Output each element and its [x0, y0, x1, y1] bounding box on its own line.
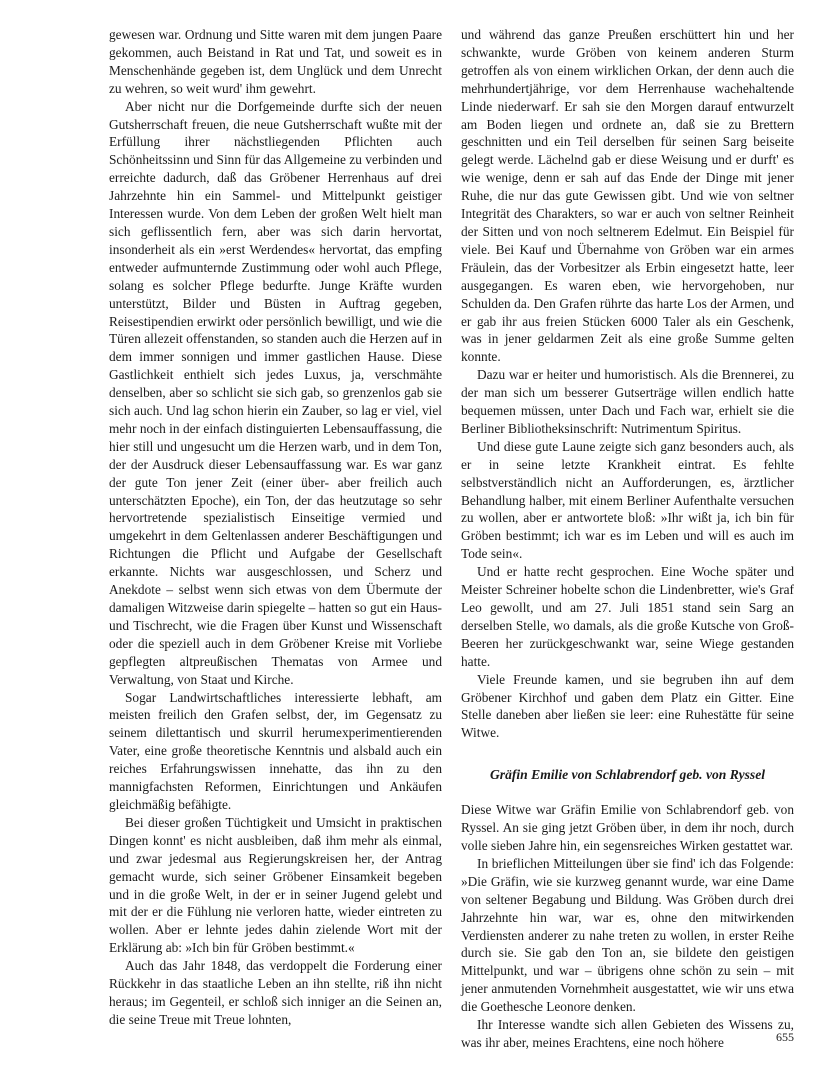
paragraph: Bei dieser großen Tüchtigkeit und Umsicht in praktischen Dingen konnt' es nicht ausbleiben, daß ihm mehr als einmal, und zwar jedesmal aus Regierungskreisen her, der Antrag gemacht wurde, sich seiner Gröbener Einsamkeit begeben und in die große Welt, in der er in seiner Jugend gelebt und mit der er die Fühlung nie verloren hatte, wieder eintreten zu wollen. Aber er lehnte jedes dahin zielende Wort mit der Erklärung ab: »Ich bin für Gröben bestimmt.«	[109, 814, 442, 956]
page-number: 655	[776, 1030, 794, 1044]
paragraph: Sogar Landwirtschaftliches interessierte lebhaft, am meisten freilich den Grafen selbst, der, im Gegensatz zu seinem dilettantisch und skurril herumexperimentierenden Vater, eine große theoretische Kenntnis und alsbald auch ein reiches Erfahrungswissen innehatte, das ihn zu den mannigfachsten Reformen, Einrichtungen und Ankäufen gleichmäßig befähigte.	[109, 689, 442, 812]
section-heading: Gräfin Emilie von Schlabrendorf geb. von Ryssel	[489, 767, 766, 783]
paragraph: Dazu war er heiter und humoristisch. Als die Brennerei, zu der man sich um besserer Gutserträge willen endlich hatte bequemen müssen, unter Dach und Fach war, erhielt sie die Berliner Bibliotheksinschrift: Nutrimentum Spiritus.	[461, 367, 794, 436]
paragraph: Viele Freunde kamen, und sie begruben ihn auf dem Gröbener Kirchhof und gaben dem Platz ein Gitter. Eine Stelle daneben aber ließen sie leer: eine Ruhestätte für seine Witwe.	[461, 671, 794, 741]
paragraph: Auch das Jahr 1848, das verdoppelt die Forderung einer Rückkehr in das staatliche Leben an ihn stellte, riß ihn nicht heraus; im Gegenteil, er schloß sich inniger an die Seinen an, die seine Treue mit Treue lohnten,	[109, 958, 442, 1027]
paragraph: und während das ganze Preußen erschüttert hin und her schwankte, wurde Gröben von keinem anderen Sturm getroffen als von einem wirklichen Orkan, der denn auch die mehrhundertjährige, vor dem Herrenhause wachehaltende Linde niederwarf. Er sah sie den Morgen darauf entwurzelt am Boden liegen und ordnete an, daß sie zu Brettern geschnitten und ein Teil derselben für seinen Sarg beiseite gelegt werde. Lächelnd gab er diese Weisung und er durft' es wie wenige, denn er sah auf das Ende der Dinge mit jener Ruhe, die nur das gute Gewissen gibt. Und wie von seltner Integrität des Charakters, so war er auch von seltner Reinheit der Sitten und von noch seltnerem Edelmut. Ein Beispiel für viele. Bei Kauf und Übernahme von Gröben war ein armes Fräulein, das der Vorbesitzer als Erbin eingesetzt hatte, leer ausgegangen. Es waren eben, wie hervorgehoben, nur Schulden da. Den Grafen rührte das harte Los der Armen, und er gab ihr aus freien Stücken 6000 Taler als ein Geschenk, was in jener geldarmen Zeit als eine große Summe gelten konnte.	[461, 27, 794, 365]
paragraph: In brieflichen Mitteilungen über sie find' ich das Folgende: »Die Gräfin, wie sie kurzweg genannt wurde, war eine Dame von seltener Begabung und Bildung. Was Gröben durch drei Jahrzehnte hin war, war es, ohne den mitwirkenden Verdiensten anderer zu nahe treten zu wollen, in erster Reihe durch sie. Sie gab den Ton an, sie bildete den geistigen Mittelpunkt, und war – übrigens ohne schön zu sein – mit jener anmutenden Vornehmheit ausgestattet, wie wir uns etwa die Goethesche Leonore denken.	[461, 855, 794, 1015]
paragraph: Diese Witwe war Gräfin Emilie von Schlabrendorf geb. von Ryssel. An sie ging jetzt Gröben über, in dem ihr noch, durch volle sieben Jahre hin, ein segensreiches Wirken gestattet war.	[461, 802, 794, 853]
paragraph: gewesen war. Ordnung und Sitte waren mit dem jungen Paare gekommen, auch Beistand in Rat und Tat, und soweit es in Menschenhände gegeben ist, dem Unglück und dem Unrecht zu wehren, so weit wurd' ihm gewehrt.	[109, 27, 442, 96]
paragraph: Und er hatte recht gesprochen. Eine Woche später und Meister Schreiner hobelte schon die Lindenbretter, wie's Graf Leo gewollt, und am 27. Juli 1851 stand sein Sarg an derselben Stelle, wo damals, als die große Kutsche von Groß-Beeren her zurückgeschwankt war, seine Wiege gestanden hatte.	[461, 564, 794, 669]
paragraph: Und diese gute Laune zeigte sich ganz besonders auch, als er in seine letzte Krankheit eintrat. Es fehlte selbstverständlich nicht an Aufforderungen, es, ärztlicher Behandlung halber, mit einem Berliner Aufenthalte versuchen zu wollen, aber er antwortete bloß: »Ihr wißt ja, ich bin für Gröben bestimmt; ich war es im Leben und will es auch im Tode sein«.	[461, 438, 794, 562]
left-column	[109, 26, 442, 1029]
paragraph: Ihr Interesse wandte sich allen Gebieten des Wissens zu, was ihr aber, meines Erachtens, eine noch höhere	[461, 1017, 794, 1050]
paragraph: Aber nicht nur die Dorfgemeinde durfte sich der neuen Gutsherrschaft freuen, die neue Gutsherrschaft wußte mit der Erfüllung ihrer nächstliegenden Pflichten auch Schönheitssinn und Sinn für das Allgemeine zu verbinden und erreichte dadurch, daß das Gröbener Herrenhaus auf drei Jahrzehnte hin ein Sammel- und Mittelpunkt geistiger Interessen wurde. Von dem Leben der großen Welt hielt man sich geflissentlich fern, aber was sich darin hervortat, insonderheit als ein »erst Werdendes« hervortat, das empfing entweder aufmunternde Zustimmung oder wohl auch Pflege, solang es solcher Pflege bedurfte. Junge Kräfte wurden unterstützt, Bilder und Büsten in Auftrag gegeben, Reisestipendien erwirkt oder persönlich bewilligt, und wie die Türen allezeit offenstanden, so standen auch die Herzen auf in dem immer sonnigen und immer gastlichen Hause. Diese Gastlichkeit enthielt sich jedes Luxus, ja, verschmähte denselben, aber so schlicht sie sich gab, so grenzenlos gab sie sich auch. Und lag schon hierin ein Zauber, so lag er viel, viel mehr noch in der einfach distinguierten Lebensauffassung, die hier still und ungesucht um die Herzen warb, und in dem Ton, der der Ausdruck dieser Lebensauffassung war. Es war ganz der gute Ton jener Zeit (einer über- aber freilich auch unterschätzten Epoche), ein Ton, der das heutzutage so sehr hervortretende spezialistisch Einseitige vermied und umgekehrt in dem Geltenlassen anderer Beschäftigungen und Richtungen die Pflicht und Aufgabe der Gesellschaft erkannte. Nichts war ausgeschlossen, und Scherz und Anekdote – selbst wenn sich etwas von dem Übermute der damaligen Witzweise darin spiegelte – hatten so gut ein Haus- und Tischrecht, wie die Fragen über Kunst und Wissenschaft oder die speziell auch in dem Gröbener Kreise mit Vorliebe gepflegten altpreußischen Thematas von Armee und Verwaltung, von Staat und Kirche.	[109, 98, 442, 687]
right-column	[461, 26, 794, 1052]
